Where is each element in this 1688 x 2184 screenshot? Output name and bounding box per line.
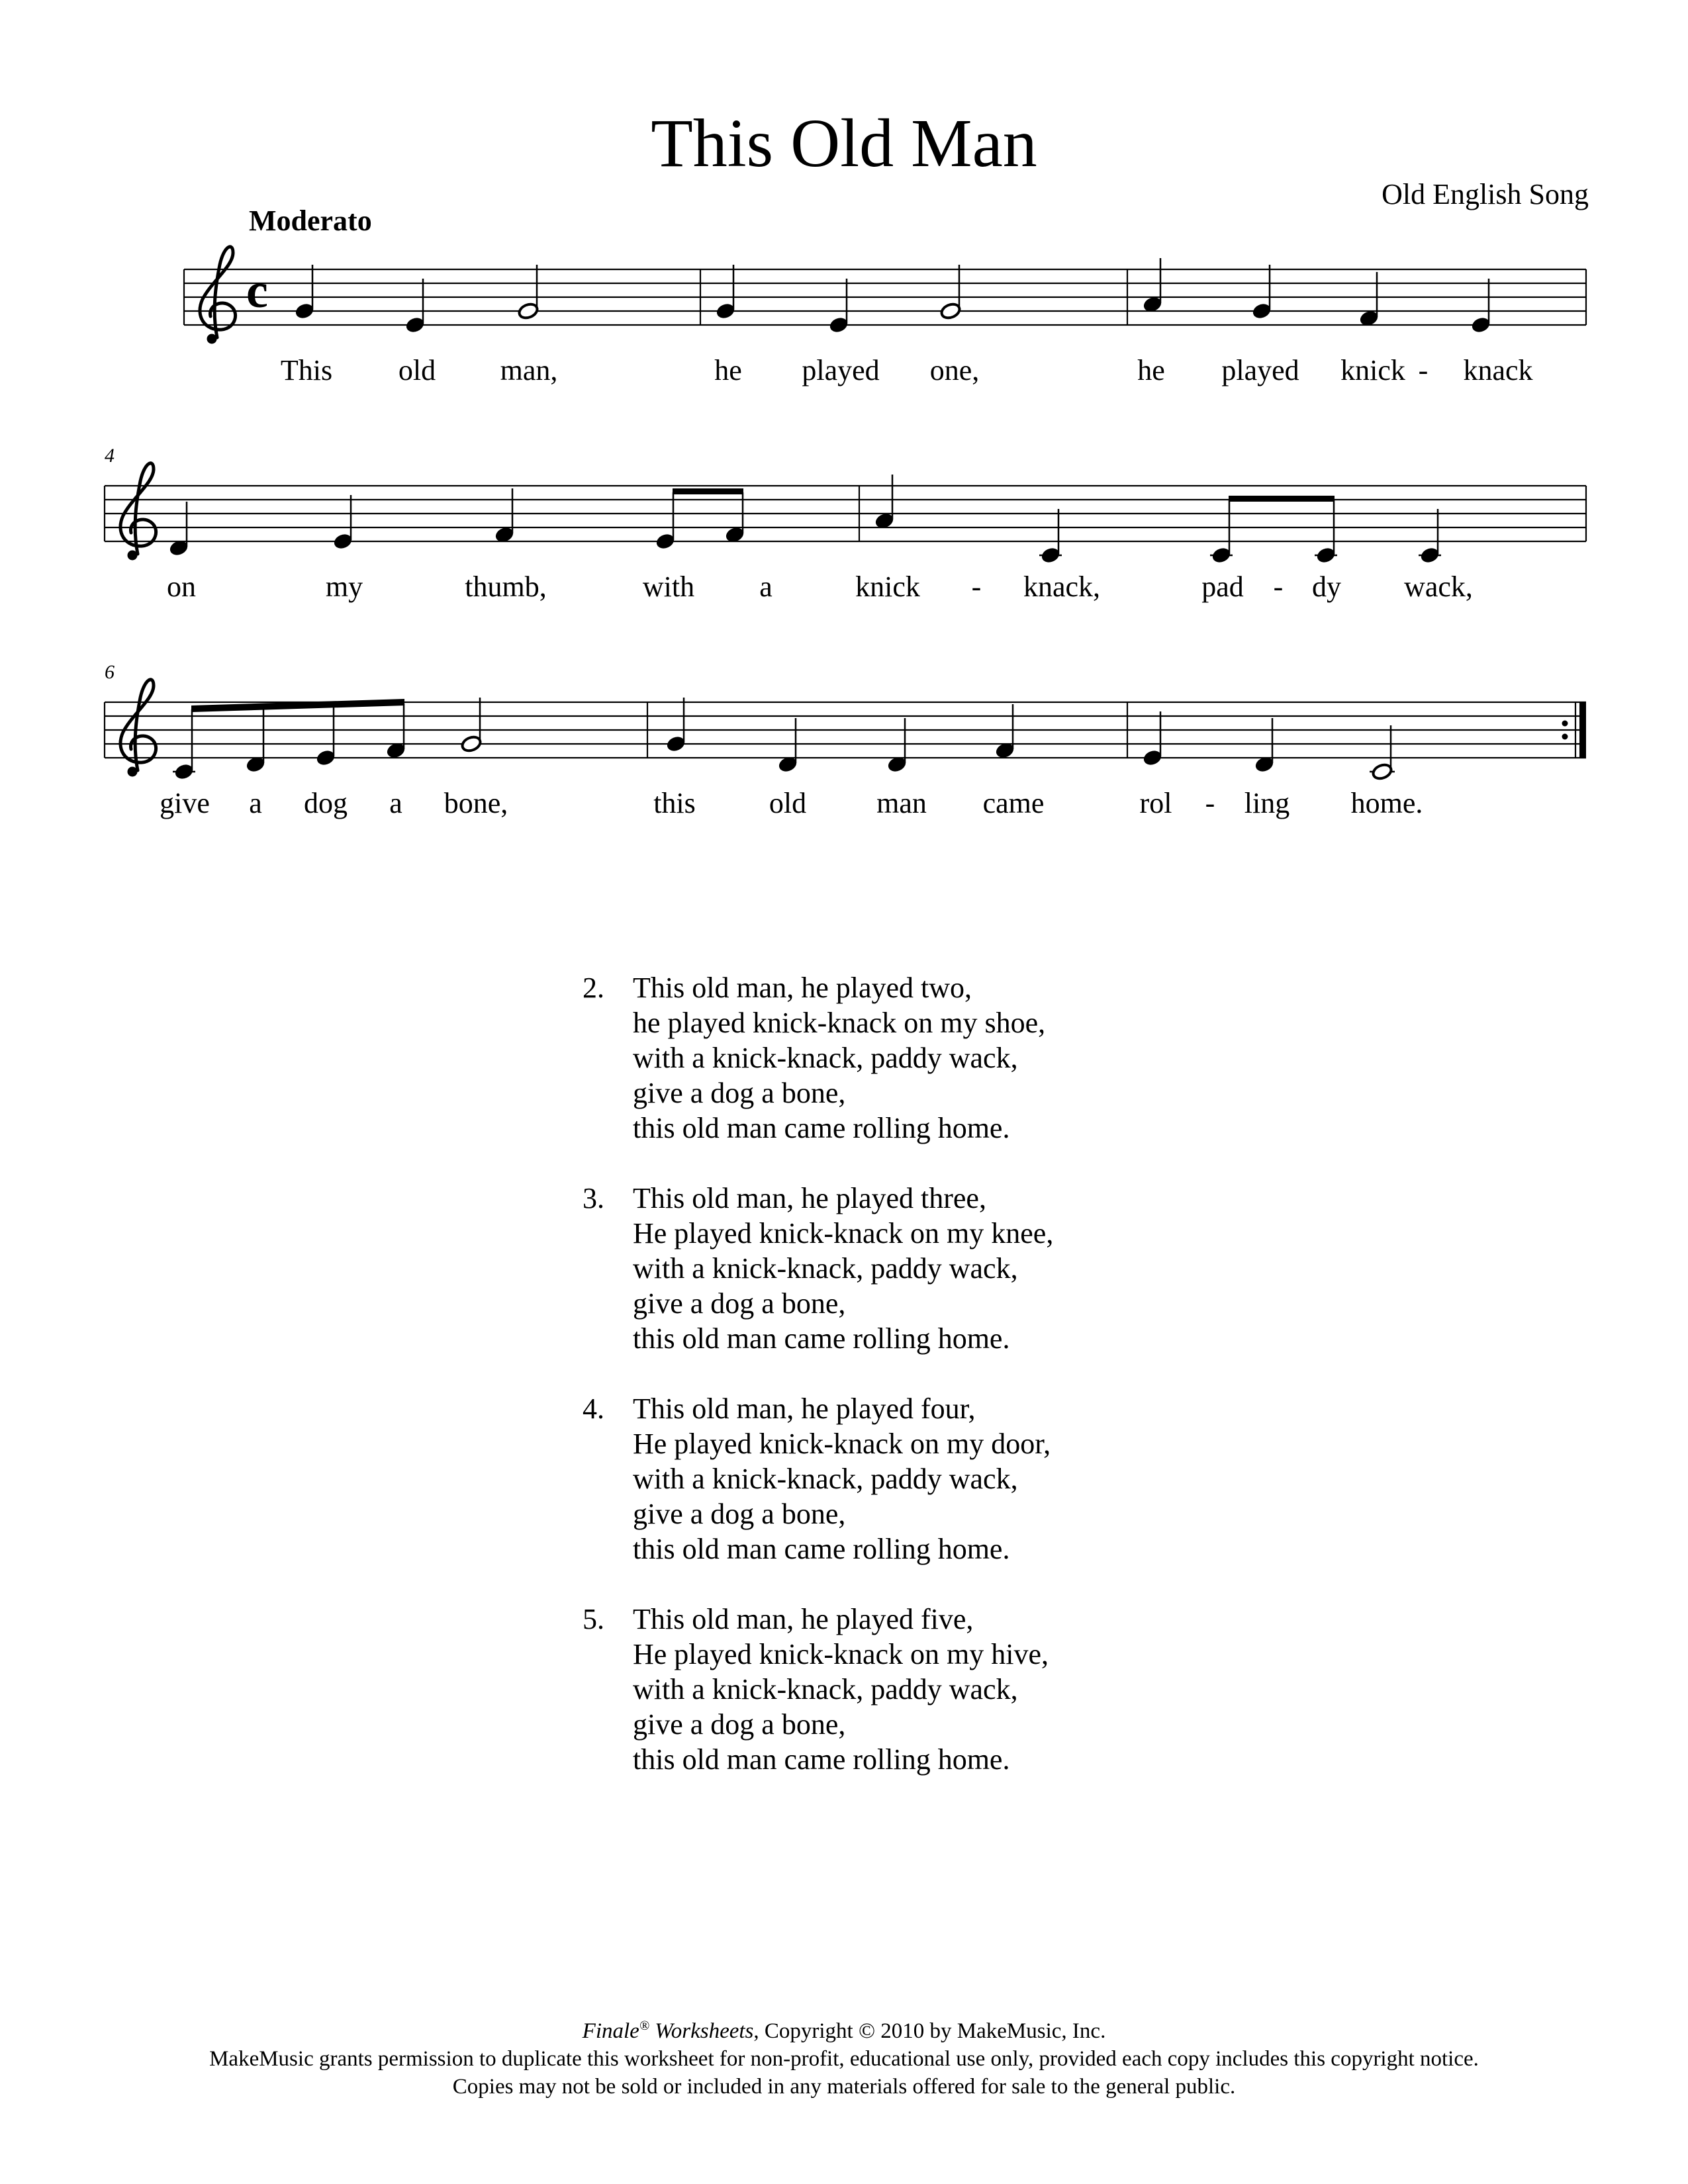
tempo-marking: Moderato bbox=[249, 205, 372, 237]
lyric-syllable: on bbox=[167, 570, 196, 603]
lyric-syllable: my bbox=[325, 570, 363, 603]
staff-system-2 bbox=[105, 445, 1586, 603]
lyric-hyphen: - bbox=[1418, 354, 1429, 387]
lyric-hyphen: - bbox=[971, 570, 982, 603]
footer-line-1 bbox=[0, 2012, 1688, 2045]
common-time-icon: c bbox=[246, 264, 268, 318]
verse-text bbox=[633, 1181, 1053, 1356]
lyric-syllable: with bbox=[642, 570, 695, 603]
verse-line: this old man came rolling home. bbox=[633, 1112, 1010, 1144]
verse-line: He played knick-knack on my knee, bbox=[633, 1217, 1054, 1250]
verse-line: this old man came rolling home. bbox=[633, 1322, 1010, 1355]
verse-number: 5. bbox=[583, 1603, 604, 1635]
lyric-syllable: knack, bbox=[1023, 570, 1101, 603]
lyric-syllable: old bbox=[769, 787, 807, 819]
verse-line: This old man, he played five, bbox=[633, 1603, 974, 1635]
lyric-syllable: knick bbox=[1340, 354, 1405, 387]
verse-5 bbox=[583, 1602, 1053, 1777]
verse-text bbox=[633, 970, 1045, 1146]
measure-number: 6 bbox=[105, 661, 115, 683]
notes-measure-2 bbox=[715, 265, 961, 334]
lyric-syllable: came bbox=[982, 787, 1045, 819]
verse-line: this old man came rolling home. bbox=[633, 1533, 1010, 1565]
repeat-dot bbox=[1562, 721, 1568, 727]
staff-system-3 bbox=[105, 661, 1586, 819]
verse-line: with a knick-knack, paddy wack, bbox=[633, 1463, 1018, 1495]
verse-line: give a dog a bone, bbox=[633, 1077, 846, 1109]
verse-text bbox=[633, 1602, 1049, 1777]
footer-brand: Finale bbox=[582, 2019, 639, 2043]
composer-credit: Old English Song bbox=[1382, 178, 1589, 210]
lyric-syllable: bone, bbox=[444, 787, 508, 819]
lyric-syllable: wack, bbox=[1404, 570, 1473, 603]
verse-number: 4. bbox=[583, 1392, 604, 1425]
verse-line: He played knick-knack on my door, bbox=[633, 1428, 1051, 1460]
lyric-syllable: he bbox=[1137, 354, 1165, 387]
lyric-hyphen: - bbox=[1205, 787, 1215, 819]
verse-number: 2. bbox=[583, 972, 604, 1004]
lyric-syllable: man bbox=[876, 787, 927, 819]
lyrics-system-2 bbox=[167, 570, 1473, 603]
verse-3 bbox=[583, 1181, 1053, 1356]
verse-line: with a knick-knack, paddy wack, bbox=[633, 1252, 1018, 1285]
treble-clef-icon bbox=[120, 680, 156, 775]
verse-line: He played knick-knack on my hive, bbox=[633, 1638, 1049, 1670]
lyric-syllable: knack bbox=[1463, 354, 1533, 387]
verse-line: give a dog a bone, bbox=[633, 1498, 846, 1530]
lyric-hyphen: - bbox=[1273, 570, 1284, 603]
verse-4 bbox=[583, 1391, 1053, 1567]
lyric-syllable: man, bbox=[500, 354, 558, 387]
verse-line: This old man, he played three, bbox=[633, 1182, 986, 1214]
lyric-syllable: home. bbox=[1350, 787, 1423, 819]
lyric-syllable: played bbox=[802, 354, 880, 387]
notes-measure-5 bbox=[874, 475, 1441, 565]
lyric-syllable: one, bbox=[929, 354, 980, 387]
notes-measure-1 bbox=[294, 265, 539, 334]
lyric-syllable: a bbox=[249, 787, 262, 819]
footer-copyright: , Copyright © 2010 by MakeMusic, Inc. bbox=[753, 2019, 1106, 2043]
treble-clef-icon bbox=[200, 247, 236, 342]
verse-line: give a dog a bone, bbox=[633, 1287, 846, 1320]
footer-line-2: MakeMusic grants permission to duplicate this worksheet for non-profit, educational use only, provided each copy includes this copyright notice. bbox=[209, 2047, 1479, 2071]
lyric-syllable: dog bbox=[304, 787, 348, 819]
registered-mark: ® bbox=[639, 2019, 650, 2033]
page-title: This Old Man bbox=[651, 105, 1037, 181]
copyright-footer bbox=[0, 2012, 1688, 2101]
staff-system-1 bbox=[184, 247, 1586, 387]
lyric-syllable: a bbox=[759, 570, 773, 603]
verse-2 bbox=[583, 970, 1053, 1146]
lyric-syllable: give bbox=[160, 787, 210, 819]
additional-verses bbox=[583, 970, 1053, 1812]
verse-line: with a knick-knack, paddy wack, bbox=[633, 1673, 1018, 1706]
lyric-syllable: This bbox=[280, 354, 333, 387]
lyric-syllable: pad bbox=[1201, 570, 1244, 603]
footer-product: Worksheets bbox=[649, 2019, 754, 2043]
repeat-dot bbox=[1562, 734, 1568, 740]
lyric-syllable: he bbox=[714, 354, 742, 387]
notes-measure-4 bbox=[168, 488, 745, 557]
lyric-syllable: knick bbox=[855, 570, 920, 603]
lyric-syllable: ling bbox=[1244, 787, 1290, 819]
final-barline bbox=[1579, 702, 1586, 758]
lyric-syllable: old bbox=[398, 354, 436, 387]
notes-measure-6 bbox=[173, 698, 483, 781]
verse-line: This old man, he played four, bbox=[633, 1392, 976, 1425]
verse-line: give a dog a bone, bbox=[633, 1708, 846, 1741]
lyric-syllable: this bbox=[653, 787, 696, 819]
verse-line: with a knick-knack, paddy wack, bbox=[633, 1042, 1018, 1074]
lyric-syllable: rol bbox=[1139, 787, 1172, 819]
verse-line: he played knick-knack on my shoe, bbox=[633, 1007, 1046, 1039]
measure-number: 4 bbox=[105, 445, 115, 467]
verse-text bbox=[633, 1391, 1051, 1567]
lyric-syllable: played bbox=[1221, 354, 1299, 387]
notes-measure-8 bbox=[1142, 711, 1395, 781]
footer-line-3: Copies may not be sold or included in any materials offered for sale to the general public. bbox=[452, 2075, 1236, 2099]
lyrics-system-3 bbox=[160, 787, 1423, 819]
music-score bbox=[0, 0, 1688, 860]
lyric-syllable: dy bbox=[1312, 570, 1341, 603]
verse-line: This old man, he played two, bbox=[633, 972, 972, 1004]
treble-clef-icon bbox=[120, 463, 156, 559]
notes-measure-7 bbox=[665, 698, 1015, 774]
lyric-syllable: a bbox=[389, 787, 402, 819]
lyric-syllable: thumb, bbox=[465, 570, 547, 603]
verse-number: 3. bbox=[583, 1182, 604, 1214]
lyrics-system-1 bbox=[281, 354, 1533, 387]
verse-line: this old man came rolling home. bbox=[633, 1743, 1010, 1776]
